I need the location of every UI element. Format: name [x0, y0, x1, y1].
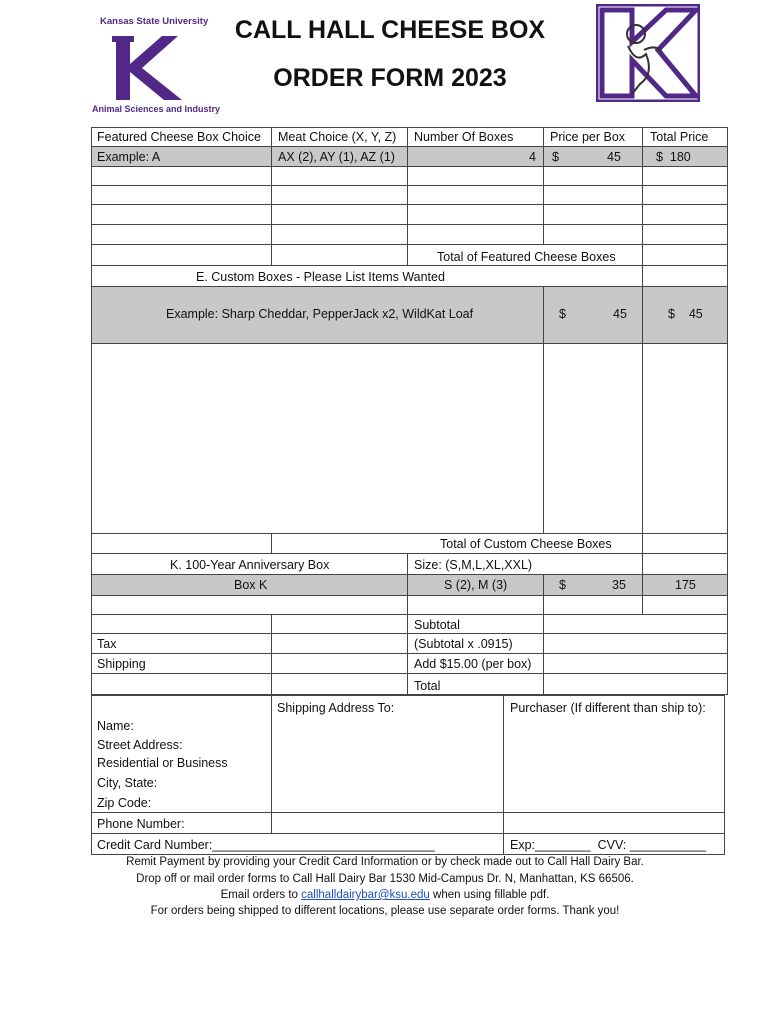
example-price: 45	[607, 150, 621, 164]
wildcat-icon	[596, 4, 700, 102]
size-header: Size: (S,M,L,XL,XXL)	[414, 558, 533, 572]
tax-rate-label: (Subtotal x .0915)	[414, 637, 513, 651]
featured-choice-input[interactable]	[92, 167, 271, 185]
custom-price: 45	[613, 307, 627, 321]
featured-total-label: Total of Featured Cheese Boxes	[437, 250, 616, 264]
phone-label: Phone Number:	[97, 817, 185, 831]
example-row-bg	[91, 147, 728, 166]
example-number: 4	[529, 150, 536, 164]
box-k-price: 35	[612, 578, 626, 592]
phone-field[interactable]	[272, 813, 724, 833]
custom-example-text: Example: Sharp Cheddar, PepperJack x2, WildKat Loaf	[166, 307, 474, 321]
col-header-choice: Featured Cheese Box Choice	[97, 130, 261, 144]
box-k-size: S (2), M (3)	[444, 578, 508, 592]
example-meat: AX (2), AY (1), AZ (1)	[278, 150, 395, 164]
example-choice: Example: A	[97, 150, 161, 164]
wildcat-k-logo	[596, 4, 700, 102]
city-label: City, State:	[97, 776, 158, 790]
example-price-symbol: $	[552, 150, 559, 164]
footer-email-pre: Email orders to	[220, 889, 302, 901]
custom-total-field[interactable]	[643, 534, 727, 553]
box-k-total: 175	[675, 578, 696, 592]
ksu-k-icon	[112, 34, 182, 102]
footer-mail: Drop off or mail order forms to Call Hall Dairy Bar 1530 Mid-Campus Dr. N, Manhattan, KS 66506.	[136, 873, 634, 885]
ksu-logo	[90, 14, 221, 118]
ship-to-label: Shipping Address To:	[277, 701, 395, 715]
total-label: Total	[414, 679, 441, 693]
custom-total: $ 45	[668, 307, 703, 321]
subtotal-field[interactable]	[544, 615, 727, 633]
custom-items-field[interactable]	[92, 344, 543, 533]
street-label: Street Address:	[97, 738, 183, 752]
col-header-price: Price per Box	[550, 130, 626, 144]
featured-number-input[interactable]	[408, 167, 543, 185]
boxk-row-bg	[91, 574, 728, 595]
ship-to-field[interactable]	[272, 718, 503, 812]
featured-meat-input[interactable]	[272, 167, 407, 185]
department-name: Animal Sciences and Industry	[92, 104, 221, 114]
shipping-field[interactable]	[544, 654, 727, 673]
form-subtitle: ORDER FORM 2023	[273, 64, 507, 92]
footer-payment: Remit Payment by providing your Credit Card Information or by check made out to Call Hall Dairy Bar.	[126, 856, 644, 868]
total-field[interactable]	[544, 674, 727, 694]
purchaser-field[interactable]	[504, 718, 724, 812]
shipping-rate-label: Add $15.00 (per box)	[414, 657, 532, 671]
residential-label: Residential or Business	[97, 756, 228, 770]
tax-field[interactable]	[544, 634, 727, 653]
subtotal-label: Subtotal	[414, 618, 460, 632]
credit-card-label: Credit Card Number:________________________________	[97, 838, 435, 852]
box-k-price-symbol: $	[559, 578, 566, 592]
custom-header: E. Custom Boxes - Please List Items Wanted	[196, 270, 445, 284]
form-title: CALL HALL CHEESE BOX	[234, 16, 546, 44]
tax-label: Tax	[97, 637, 117, 651]
col-header-meat: Meat Choice (X, Y, Z)	[278, 130, 397, 144]
zip-label: Zip Code:	[97, 796, 152, 810]
footer-email-post: when using fillable pdf.	[429, 889, 550, 901]
footer-email-line	[0, 889, 770, 901]
email-link[interactable]: callhalldairybar@ksu.edu	[301, 889, 430, 901]
university-name: Kansas State University	[100, 16, 209, 27]
custom-price-symbol: $	[559, 307, 566, 321]
box-k-label: Box K	[234, 578, 268, 592]
name-label: Name:	[97, 719, 134, 733]
shipping-label: Shipping	[97, 657, 146, 671]
anniversary-header: K. 100-Year Anniversary Box	[170, 558, 330, 572]
purchaser-label: Purchaser (If different than ship to):	[510, 701, 706, 715]
example-total: $ 180	[656, 150, 691, 164]
col-header-total: Total Price	[650, 130, 709, 144]
col-header-number: Number Of Boxes	[414, 130, 514, 144]
featured-total-field[interactable]	[643, 245, 727, 265]
exp-cvv-label: Exp:________ CVV: ___________	[510, 838, 707, 852]
custom-total-label: Total of Custom Cheese Boxes	[440, 537, 612, 551]
footer-note: For orders being shipped to different locations, please use separate order forms. Thank you!	[150, 905, 620, 917]
